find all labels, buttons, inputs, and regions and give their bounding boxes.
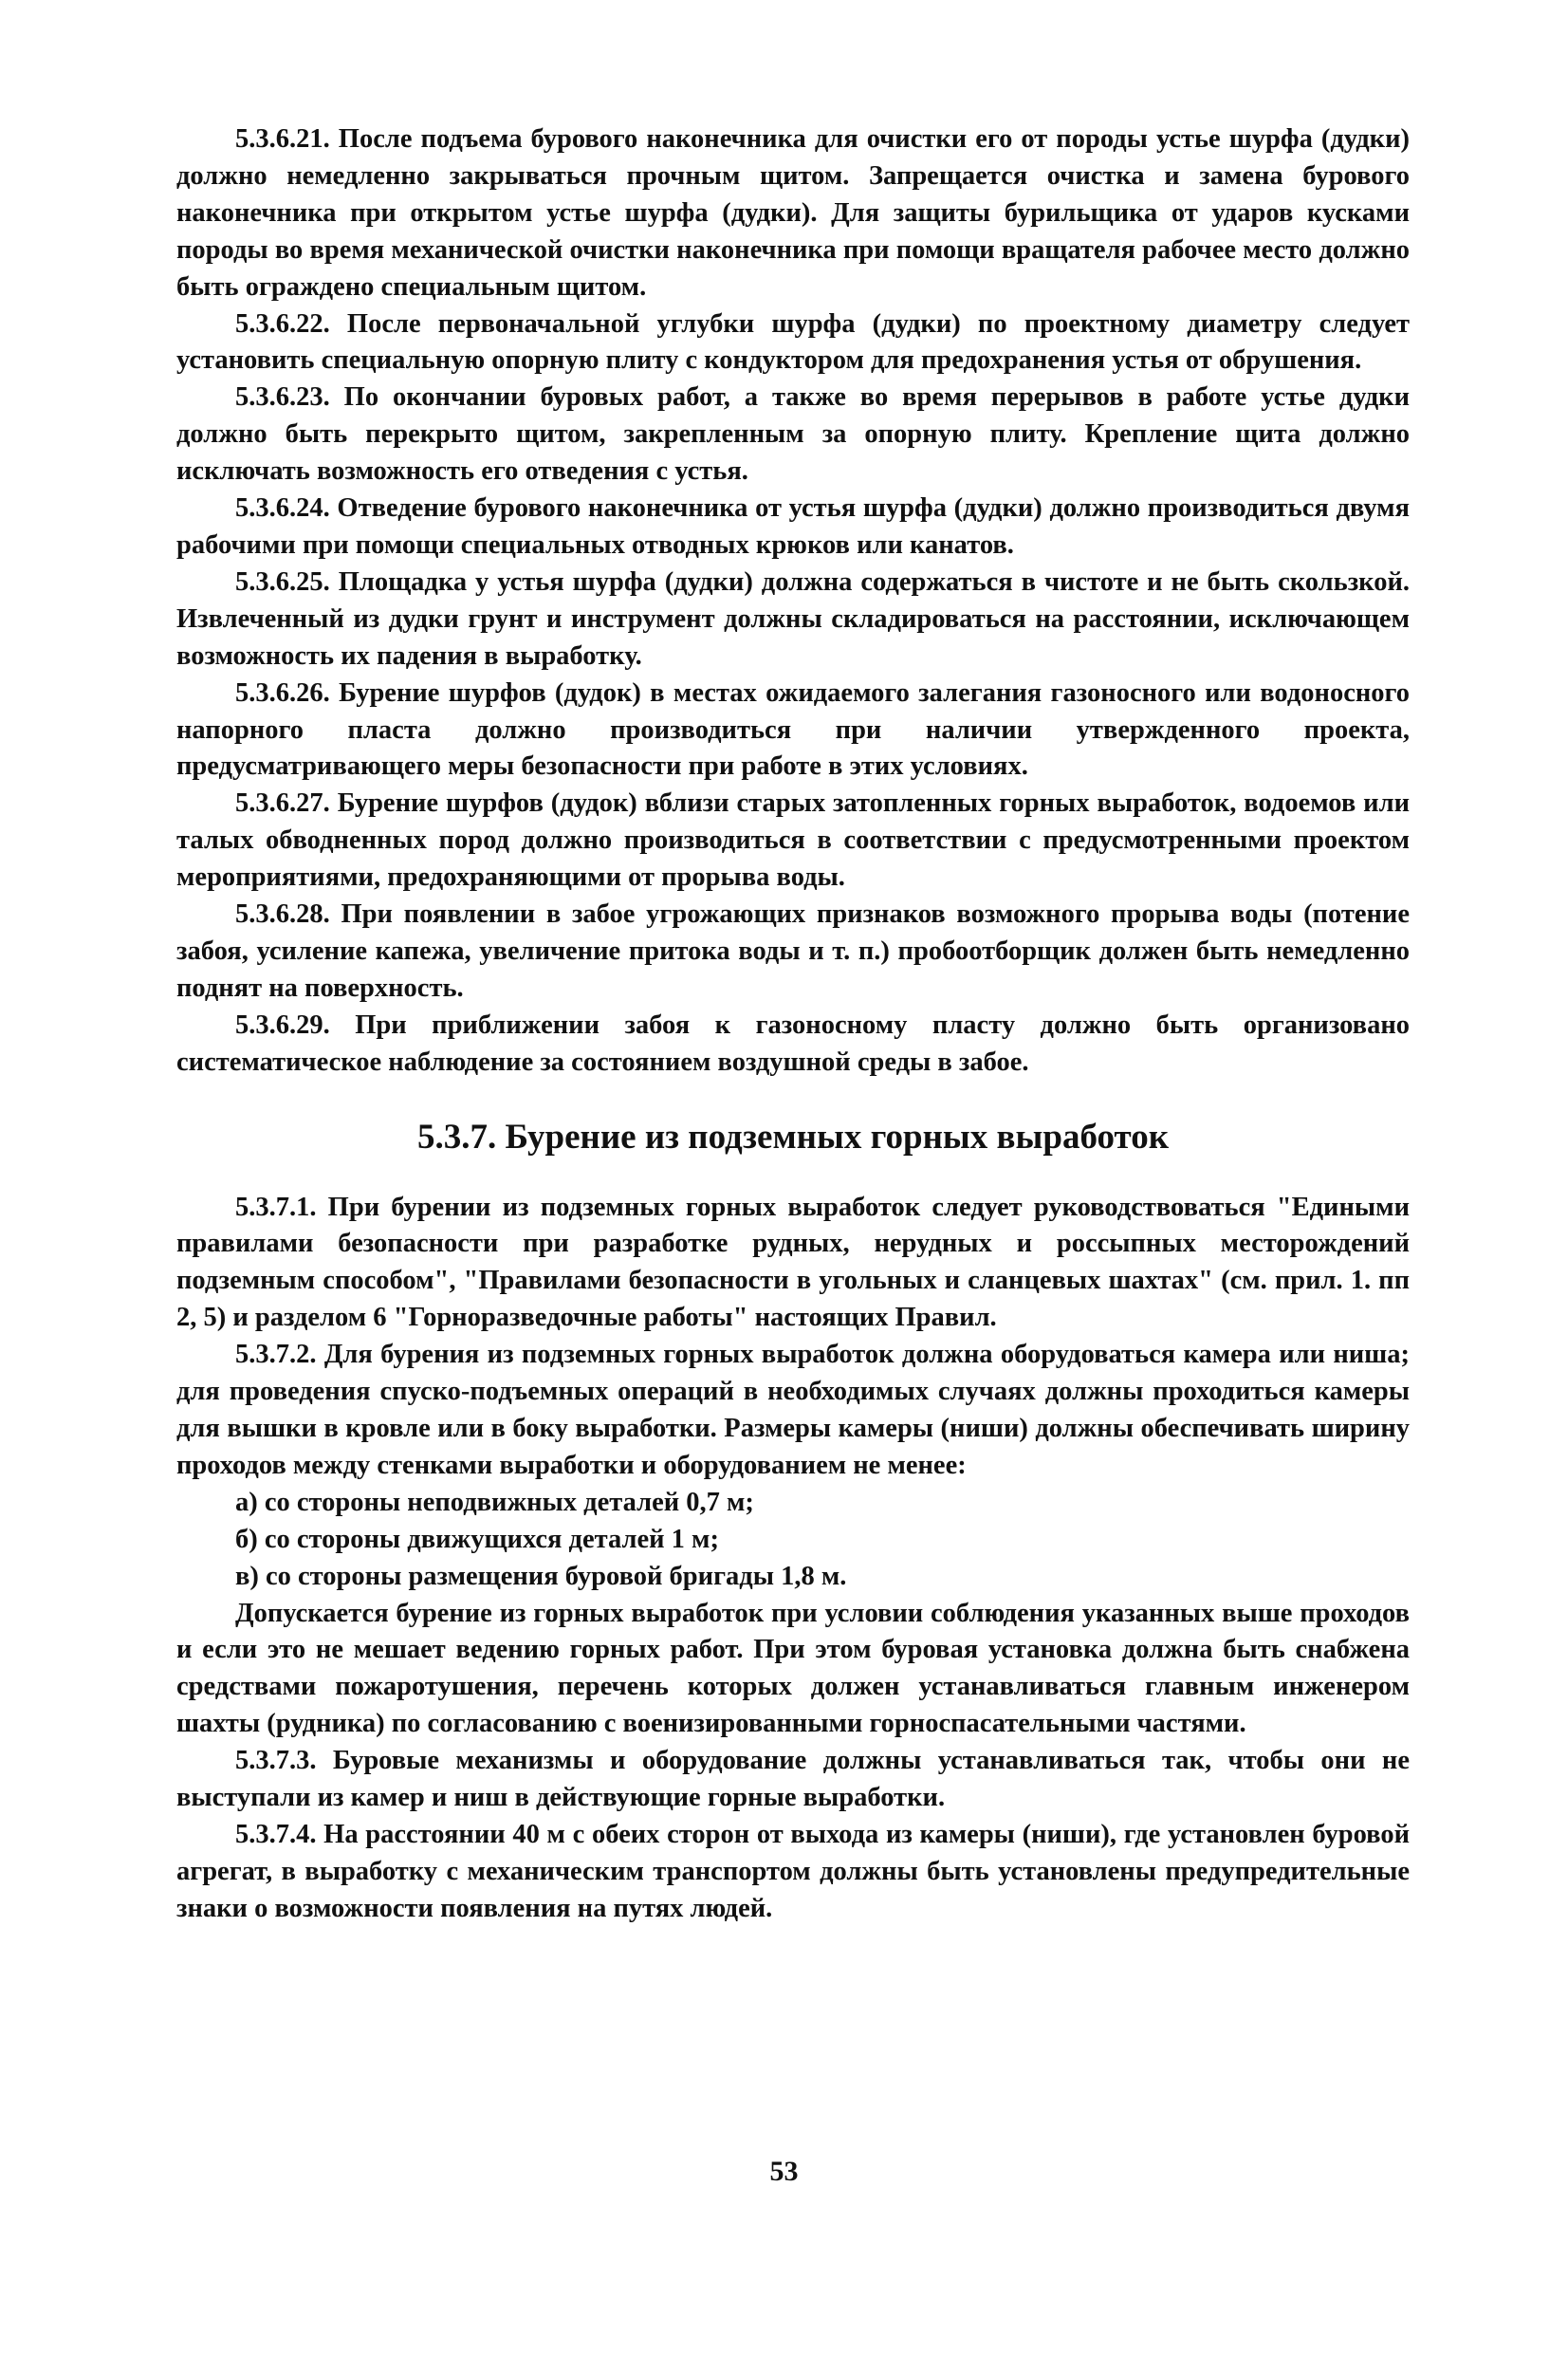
paragraph-5-3-7-3: 5.3.7.3. Буровые механизмы и оборудование должны устанавливаться так, чтобы они не выступали из камер и ниш в действующие горные выработки. — [176, 1746, 1410, 1813]
paragraph-5-3-7-1: 5.3.7.1. При бурении из подземных горных выработок следует руководствоваться "Едиными правилами безопасности при разработке рудных, нерудных и россыпных месторождений подземным способом", "Правилами безопасности в угольных и сланцевых шахтах" (см. прил. 1. пп 2, 5) и разделом 6 "Горноразведочные работы" настоящих Правил. — [176, 1192, 1410, 1333]
list-item-v: в) со стороны размещения буровой бригады 1,8 м. — [235, 1561, 847, 1591]
paragraph-5-3-6-23: 5.3.6.23. По окончании буровых работ, а также во время перерывов в работе устье дудки должно быть перекрыто щитом, закрепленным за опорную плиту. Крепление щита должно исключать возможность его отведения с устья. — [176, 382, 1410, 487]
paragraph-5-3-6-21: 5.3.6.21. После подъема бурового наконечника для очистки его от породы устье шурфа (дудки) должно немедленно закрываться прочным щитом. Запрещается очистка и замена бурового наконечника при открытом устье шурфа (дудки). Для защиты бурильщика от ударов кусками породы во время механической очистки наконечника при помощи вращателя рабочее место должно быть ограждено специальным щитом. — [176, 124, 1410, 302]
paragraph-5-3-6-22: 5.3.6.22. После первоначальной углубки шурфа (дудки) по проектному диаметру следует установить специальную опорную плиту с кондуктором для предохранения устья от обрушения. — [176, 308, 1410, 376]
paragraph-5-3-7-2: 5.3.7.2. Для бурения из подземных горных выработок должна оборудоваться камера или ниша; для проведения спуско-подъемных операций в необходимых случаях должны проходиться камеры для вышки в кровле или в боку выработки. Размеры камеры (ниши) должны обеспечивать ширину проходов между стенками выработки и оборудованием не менее: — [176, 1340, 1410, 1480]
paragraph-5-3-6-26: 5.3.6.26. Бурение шурфов (дудок) в местах ожидаемого залегания газоносного или водоносного напорного пласта должно производиться при наличии утвержденного проекта, предусматривающего меры безопасности при работе в этих условиях. — [176, 677, 1410, 782]
paragraph-fire-safety: Допускается бурение из горных выработок при условии соблюдения указанных выше проходов и если это не мешает ведению горных работ. При этом буровая установка должна быть снабжена средствами пожаротушения, перечень которых должен устанавливаться главным инженером шахты (рудника) по согласованию с военизированными горноспасательными частями. — [176, 1598, 1410, 1739]
section-5-3-6-continuation — [176, 121, 1410, 1082]
paragraph-5-3-6-29: 5.3.6.29. При приближении забоя к газоносному пласту должно быть организовано систематическое наблюдение за состоянием воздушной среды в забое. — [176, 1010, 1410, 1077]
section-heading-5-3-7: 5.3.7. Бурение из подземных горных выработок — [416, 1117, 1170, 1157]
paragraph-5-3-7-4: 5.3.7.4. На расстоянии 40 м с обеих сторон от выхода из камеры (ниши), где установлен буровой агрегат, в выработку с механическим транспортом должны быть установлены предупредительные знаки о возможности появления на путях людей. — [176, 1819, 1410, 1923]
list-item-b: б) со стороны движущихся деталей 1 м; — [235, 1524, 719, 1554]
paragraph-5-3-6-28: 5.3.6.28. При появлении в забое угрожающих признаков возможного прорыва воды (потение забоя, усиление капежа, увеличение притока воды и т. п.) пробоотборщик должен быть немедленно поднят на поверхность. — [176, 899, 1410, 1003]
section-5-3-7 — [176, 1190, 1410, 1928]
paragraph-5-3-6-24: 5.3.6.24. Отведение бурового наконечника от устья шурфа (дудки) должно производиться двумя рабочими при помощи специальных отводных крюков или канатов. — [176, 493, 1410, 560]
paragraph-5-3-6-25: 5.3.6.25. Площадка у устья шурфа (дудки) должна содержаться в чистоте и не быть скользкой. Извлеченный из дудки грунт и инструмент должны складироваться на расстоянии, исключающем возможность их падения в выработку. — [176, 566, 1410, 671]
list-item-a: а) со стороны неподвижных деталей 0,7 м; — [235, 1487, 754, 1517]
document-page — [176, 121, 1410, 1928]
page-number: 53 — [769, 2156, 799, 2187]
paragraph-5-3-6-27: 5.3.6.27. Бурение шурфов (дудок) вблизи старых затопленных горных выработок, водоемов или талых обводненных пород должно производиться в соответствии с предусмотренными проектом мероприятиями, предохраняющими от прорыва воды. — [176, 788, 1410, 893]
